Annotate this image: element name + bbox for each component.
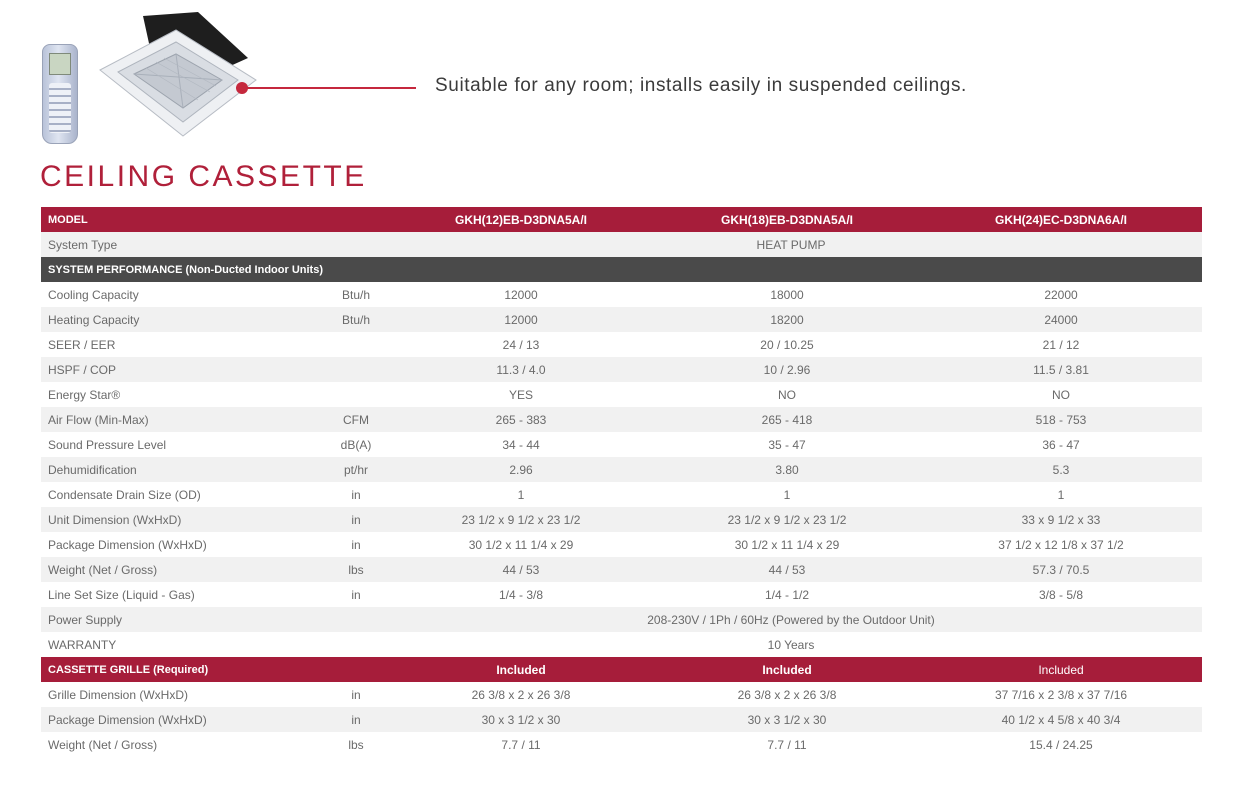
- table-row: [41, 682, 1202, 707]
- row-label: Condensate Drain Size (OD): [48, 487, 201, 502]
- row-label: Heating Capacity: [48, 312, 140, 327]
- power-supply-value: 208-230V / 1Ph / 60Hz (Powered by the Outdoor Unit): [647, 612, 935, 627]
- row-unit: lbs: [348, 562, 364, 577]
- row-value: 1: [783, 487, 791, 502]
- system-type-value: HEAT PUMP: [756, 237, 826, 252]
- row-value: 518 - 753: [1035, 412, 1087, 427]
- row-label: Line Set Size (Liquid - Gas): [48, 587, 195, 602]
- table-row: [41, 407, 1202, 432]
- section-header-performance: [41, 257, 1202, 282]
- row-value: 1: [517, 487, 525, 502]
- row-label: Cooling Capacity: [48, 287, 139, 302]
- row-value: 37 7/16 x 2 3/8 x 37 7/16: [994, 687, 1128, 702]
- section-header-grille: [41, 657, 1202, 682]
- grille-included: Included: [496, 662, 546, 677]
- row-value: 24 / 13: [502, 337, 540, 352]
- row-value: 22000: [1044, 287, 1078, 302]
- tagline: Suitable for any room; installs easily in suspended ceilings.: [435, 75, 967, 96]
- row-value: 15.4 / 24.25: [1029, 737, 1093, 752]
- row-value: 36 - 47: [1042, 437, 1080, 452]
- table-row: [41, 332, 1202, 357]
- row-value: 1/4 - 1/2: [764, 587, 810, 602]
- row-value: 18000: [770, 287, 804, 302]
- spec-table: [41, 207, 1202, 757]
- table-row: [41, 482, 1202, 507]
- row-value: 30 1/2 x 11 1/4 x 29: [468, 537, 574, 552]
- row-value: 57.3 / 70.5: [1032, 562, 1090, 577]
- table-row: [41, 732, 1202, 757]
- row-label: WARRANTY: [48, 637, 117, 652]
- row-label: Sound Pressure Level: [48, 437, 167, 452]
- row-unit: in: [351, 687, 361, 702]
- model-label: MODEL: [48, 213, 88, 226]
- row-label: Package Dimension (WxHxD): [48, 712, 207, 727]
- row-label: SEER / EER: [48, 337, 116, 352]
- row-value: 1: [1057, 487, 1065, 502]
- row-label: Package Dimension (WxHxD): [48, 537, 207, 552]
- row-value: 26 3/8 x 2 x 26 3/8: [471, 687, 571, 702]
- row-label: System Type: [48, 237, 118, 252]
- row-unit: [311, 357, 401, 382]
- row-value: 20 / 10.25: [760, 337, 814, 352]
- row-label: HSPF / COP: [48, 362, 117, 377]
- row-value: 18200: [770, 312, 804, 327]
- row-unit: in: [351, 712, 361, 727]
- cassette-unit-image: [88, 10, 258, 144]
- table-row-power-supply: [41, 607, 1202, 632]
- grille-included: Included: [762, 662, 812, 677]
- row-value: 24000: [1044, 312, 1078, 327]
- page-title: CEILING CASSETTE: [40, 160, 367, 193]
- row-value: 26 3/8 x 2 x 26 3/8: [737, 687, 837, 702]
- row-unit: in: [351, 512, 361, 527]
- row-value: 7.7 / 11: [767, 737, 807, 752]
- row-value: 1/4 - 3/8: [498, 587, 544, 602]
- row-unit: in: [351, 587, 361, 602]
- row-value: 21 / 12: [1042, 337, 1080, 352]
- row-value: 11.3 / 4.0: [496, 362, 546, 377]
- row-value: NO: [1052, 387, 1070, 402]
- remote-buttons: [49, 83, 71, 133]
- row-value: 5.3: [1052, 462, 1070, 477]
- row-label: Weight (Net / Gross): [48, 737, 158, 752]
- table-row: [41, 307, 1202, 332]
- row-unit: CFM: [343, 412, 369, 427]
- row-unit: Btu/h: [341, 287, 371, 302]
- row-value: 3/8 - 5/8: [1038, 587, 1084, 602]
- model-3: GKH(24)EC-D3DNA6A/I: [994, 212, 1128, 227]
- row-value: 35 - 47: [768, 437, 806, 452]
- remote-control-image: [42, 44, 78, 144]
- row-value: 44 / 53: [502, 562, 540, 577]
- table-row: [41, 557, 1202, 582]
- row-value: 12000: [504, 287, 538, 302]
- model-1: GKH(12)EB-D3DNA5A/I: [454, 212, 588, 227]
- table-row: [41, 357, 1202, 382]
- table-row-warranty: [41, 632, 1202, 657]
- table-row: [41, 282, 1202, 307]
- row-unit: in: [351, 487, 361, 502]
- row-unit: lbs: [348, 737, 364, 752]
- row-value: 34 - 44: [502, 437, 540, 452]
- row-value: YES: [508, 387, 533, 402]
- row-label: Unit Dimension (WxHxD): [48, 512, 182, 527]
- row-value: NO: [778, 387, 796, 402]
- row-value: 33 x 9 1/2 x 33: [1021, 512, 1101, 527]
- model-2: GKH(18)EB-D3DNA5A/I: [720, 212, 854, 227]
- row-unit: Btu/h: [341, 312, 371, 327]
- row-value: 23 1/2 x 9 1/2 x 23 1/2: [727, 512, 847, 527]
- row-value: 10 / 2.96: [763, 362, 811, 377]
- row-value: 2.96: [509, 462, 533, 477]
- row-label: Power Supply: [48, 612, 123, 627]
- row-value: 23 1/2 x 9 1/2 x 23 1/2: [461, 512, 581, 527]
- row-value: 11.5 / 3.81: [1033, 362, 1089, 377]
- row-value: 30 x 3 1/2 x 30: [481, 712, 561, 727]
- row-unit: pt/hr: [343, 462, 368, 477]
- row-unit: in: [351, 537, 361, 552]
- row-label: Weight (Net / Gross): [48, 562, 158, 577]
- row-unit: [311, 332, 401, 357]
- row-unit: dB(A): [340, 437, 372, 452]
- row-value: 37 1/2 x 12 1/8 x 37 1/2: [998, 537, 1124, 552]
- remote-screen: [49, 53, 71, 75]
- table-row: [41, 432, 1202, 457]
- row-value: 3.80: [775, 462, 799, 477]
- row-value: 30 x 3 1/2 x 30: [747, 712, 827, 727]
- row-label: Energy Star®: [48, 387, 121, 402]
- row-value: 30 1/2 x 11 1/4 x 29: [734, 537, 840, 552]
- connector-line: [246, 87, 416, 89]
- table-row: [41, 707, 1202, 732]
- warranty-value: 10 Years: [767, 637, 815, 652]
- table-row: [41, 582, 1202, 607]
- grille-included: Included: [1038, 662, 1084, 677]
- table-row: [41, 507, 1202, 532]
- row-label: Air Flow (Min-Max): [48, 412, 149, 427]
- table-row: [41, 232, 1202, 257]
- row-value: 7.7 / 11: [501, 737, 541, 752]
- row-value: 265 - 383: [495, 412, 547, 427]
- row-value: 12000: [504, 312, 538, 327]
- section-label: SYSTEM PERFORMANCE (Non-Ducted Indoor Units): [48, 263, 323, 276]
- row-value: 40 1/2 x 4 5/8 x 40 3/4: [1001, 712, 1121, 727]
- row-label: Dehumidification: [48, 462, 137, 477]
- table-row: [41, 457, 1202, 482]
- product-image: [38, 8, 258, 146]
- section-label: CASSETTE GRILLE (Required): [48, 663, 209, 676]
- table-row: [41, 532, 1202, 557]
- table-header-row: [41, 207, 1202, 232]
- row-label: Grille Dimension (WxHxD): [48, 687, 189, 702]
- row-value: 265 - 418: [761, 412, 813, 427]
- table-row: [41, 382, 1202, 407]
- row-value: 44 / 53: [768, 562, 806, 577]
- row-unit: [311, 382, 401, 407]
